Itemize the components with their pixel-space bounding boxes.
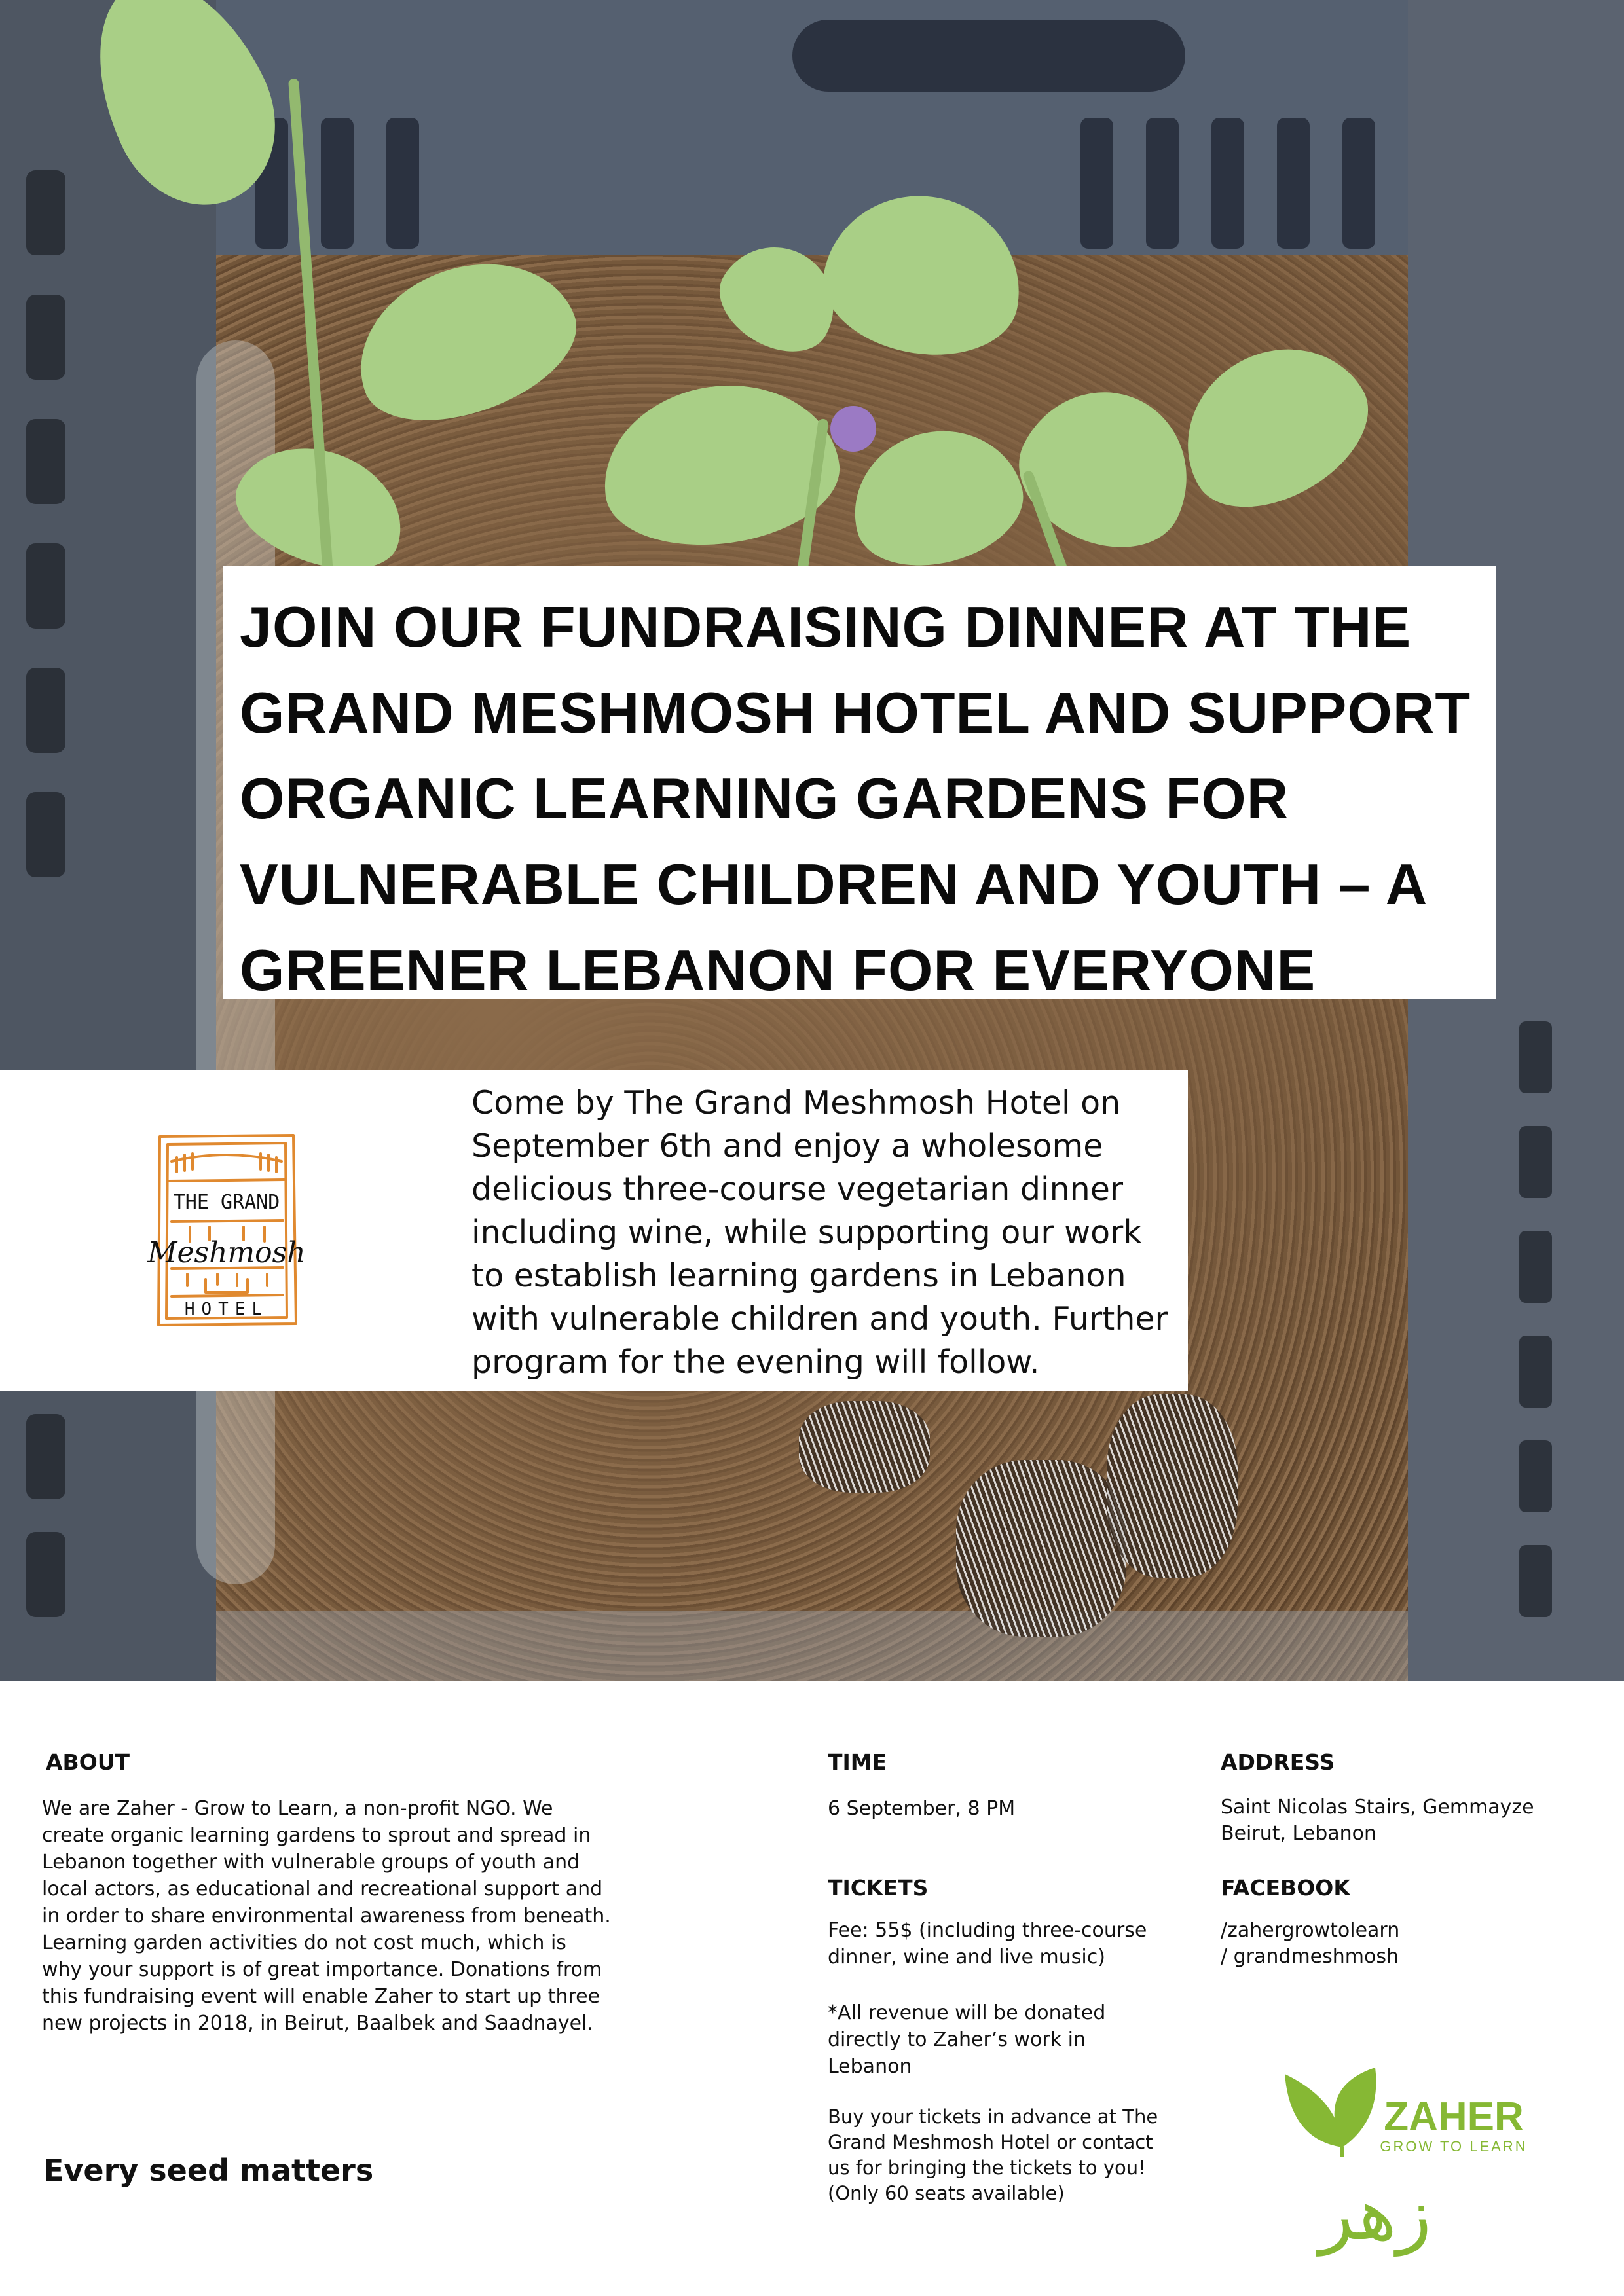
- tickets-fee: Fee: 55$ (including three-course dinner, wine and live music): [828, 1919, 1147, 1969]
- crate-left-wall: [0, 0, 216, 1681]
- leaf: [1155, 316, 1392, 536]
- address-line1: Saint Nicolas Stairs, Gemmayze: [1221, 1796, 1534, 1819]
- leaf: [998, 364, 1216, 572]
- zaher-subtitle: GROW TO LEARN: [1380, 2138, 1528, 2155]
- tickets-revenue-note: *All revenue will be donated directly to Zaher’s work in Lebanon: [828, 2001, 1106, 2078]
- seedling-roots: [1107, 1394, 1238, 1578]
- crate-top: [216, 0, 1408, 255]
- about-heading: ABOUT: [46, 1749, 130, 1775]
- hotel-logo-line3: HOTEL: [184, 1300, 269, 1319]
- seedling-roots: [956, 1460, 1126, 1637]
- address-line2: Beirut, Lebanon: [1221, 1822, 1377, 1845]
- hotel-logo-line2: Meshmosh: [147, 1236, 306, 1269]
- intro-text: Come by The Grand Meshmosh Hotel on September 6th and enjoy a wholesome delicious three-course vegetarian dinner including wine, while supporting our work to establish learning gardens in Lebanon with vulnerable children and youth. Further program for the evening will follow.: [471, 1084, 1168, 1381]
- leaf: [336, 234, 595, 446]
- intro-box: [0, 1070, 1188, 1391]
- facebook-zaher-link[interactable]: /zahergrowtolearn: [1221, 1919, 1400, 1942]
- seedling-roots: [799, 1401, 930, 1493]
- headline: JOIN OUR FUNDRAISING DINNER AT THE GRAND MESHMOSH HOTEL AND SUPPORT ORGANIC LEARNING GARDENS FOR VULNERABLE CHILDREN AND YOUTH – A GREENER LEBANON FOR EVERYONE: [240, 594, 1471, 1002]
- tagline: Every seed matters: [43, 2153, 374, 2188]
- address-heading: ADDRESS: [1221, 1749, 1335, 1775]
- facebook-heading: FACEBOOK: [1221, 1875, 1350, 1901]
- zaher-arabic: زهر: [1319, 2172, 1431, 2256]
- eggplant-flower: [830, 406, 876, 452]
- tickets-heading: TICKETS: [828, 1875, 929, 1901]
- time-heading: TIME: [828, 1749, 887, 1775]
- headline-box: [223, 566, 1496, 1002]
- facebook-hotel-link[interactable]: / grandmeshmosh: [1221, 1945, 1399, 1968]
- about-text: We are Zaher - Grow to Learn, a non-profit NGO. We create organic learning gardens to sprout and spread in Lebanon together with vulnerable groups of youth and local actors, as educational and recreational support and in order to share environmental awareness from beneath. Learning garden activities do not cost much, which is why your support is of great importance. Donations from this fundraising event will enable Zaher to start up three new projects in 2018, in Beirut, Baalbek and Saadnayel.: [42, 1797, 611, 2035]
- tickets-advance-note: Buy your tickets in advance at The Grand Meshmosh Hotel or contact us for bringing the tickets to you! (Only 60 seats available): [828, 2105, 1158, 2204]
- hotel-building-logo: [145, 1129, 308, 1328]
- zaher-logo: [1277, 2061, 1528, 2257]
- leaf-logo-icon: [1285, 2068, 1376, 2157]
- time-value: 6 September, 8 PM: [828, 1797, 1016, 1820]
- zaher-name: ZAHER: [1384, 2094, 1524, 2140]
- hotel-logo-line1: THE GRAND: [173, 1191, 280, 1214]
